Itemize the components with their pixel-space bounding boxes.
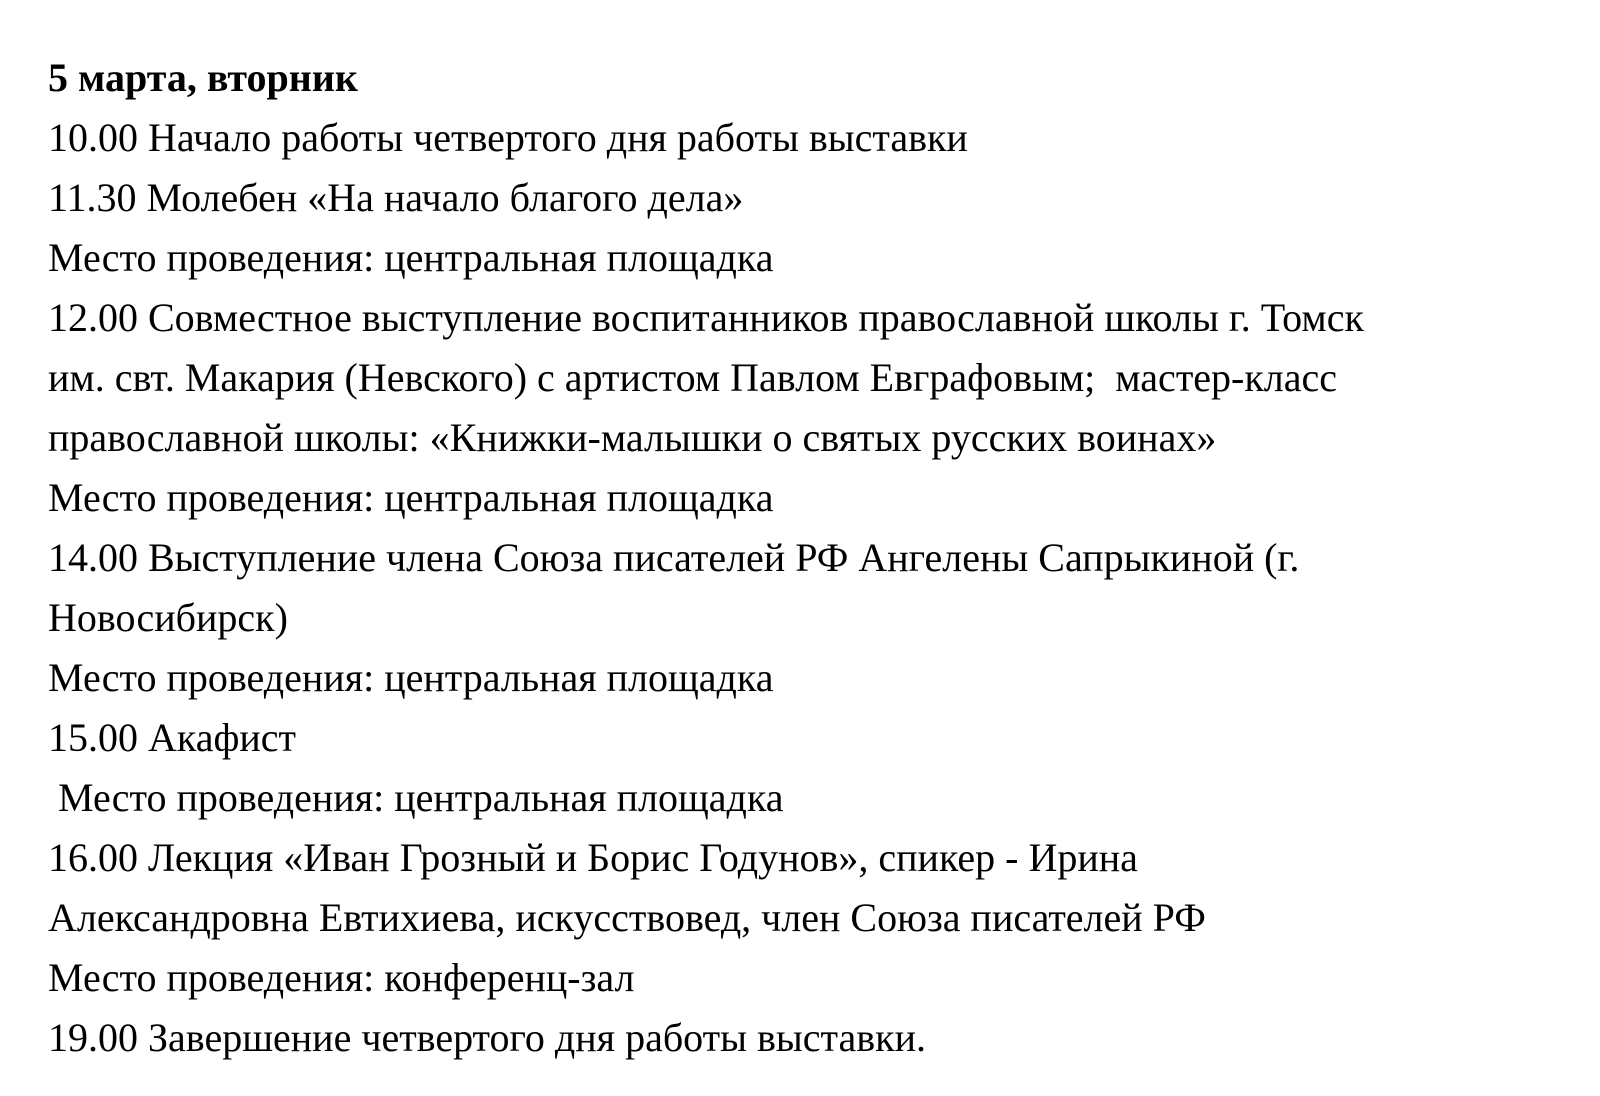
event-venue: Место проведения: конференц-зал — [48, 955, 635, 1000]
schedule-document — [48, 48, 1588, 1068]
event-writer-talk-cont: Новосибирск) — [48, 595, 288, 640]
event-venue: Место проведения: центральная площадка — [48, 235, 774, 280]
event-venue: Место проведения: центральная площадка — [48, 655, 774, 700]
event-akathist: 15.00 Акафист — [48, 715, 297, 760]
event-lecture-cont: Александровна Евтихиева, искусствовед, член Союза писателей РФ — [48, 895, 1206, 940]
day-heading: 5 марта, вторник — [48, 55, 358, 100]
event-performance: 12.00 Совместное выступление воспитанников православной школы г. Томск — [48, 295, 1364, 340]
event-performance-cont: им. свт. Макария (Невского) с артистом Павлом Евграфовым; мастер-класс — [48, 355, 1338, 400]
event-writer-talk: 14.00 Выступление члена Союза писателей РФ Ангелены Сапрыкиной (г. — [48, 535, 1300, 580]
event-prayer: 11.30 Молебен «На начало благого дела» — [48, 175, 744, 220]
event-performance-cont: православной школы: «Книжки-малышки о святых русских воинах» — [48, 415, 1217, 460]
event-venue: Место проведения: центральная площадка — [48, 475, 774, 520]
event-lecture: 16.00 Лекция «Иван Грозный и Борис Годунов», спикер - Ирина — [48, 835, 1138, 880]
event-closing: 19.00 Завершение четвертого дня работы выставки. — [48, 1015, 926, 1060]
event-venue: Место проведения: центральная площадка — [48, 775, 784, 820]
event-opening: 10.00 Начало работы четвертого дня работы выставки — [48, 115, 968, 160]
